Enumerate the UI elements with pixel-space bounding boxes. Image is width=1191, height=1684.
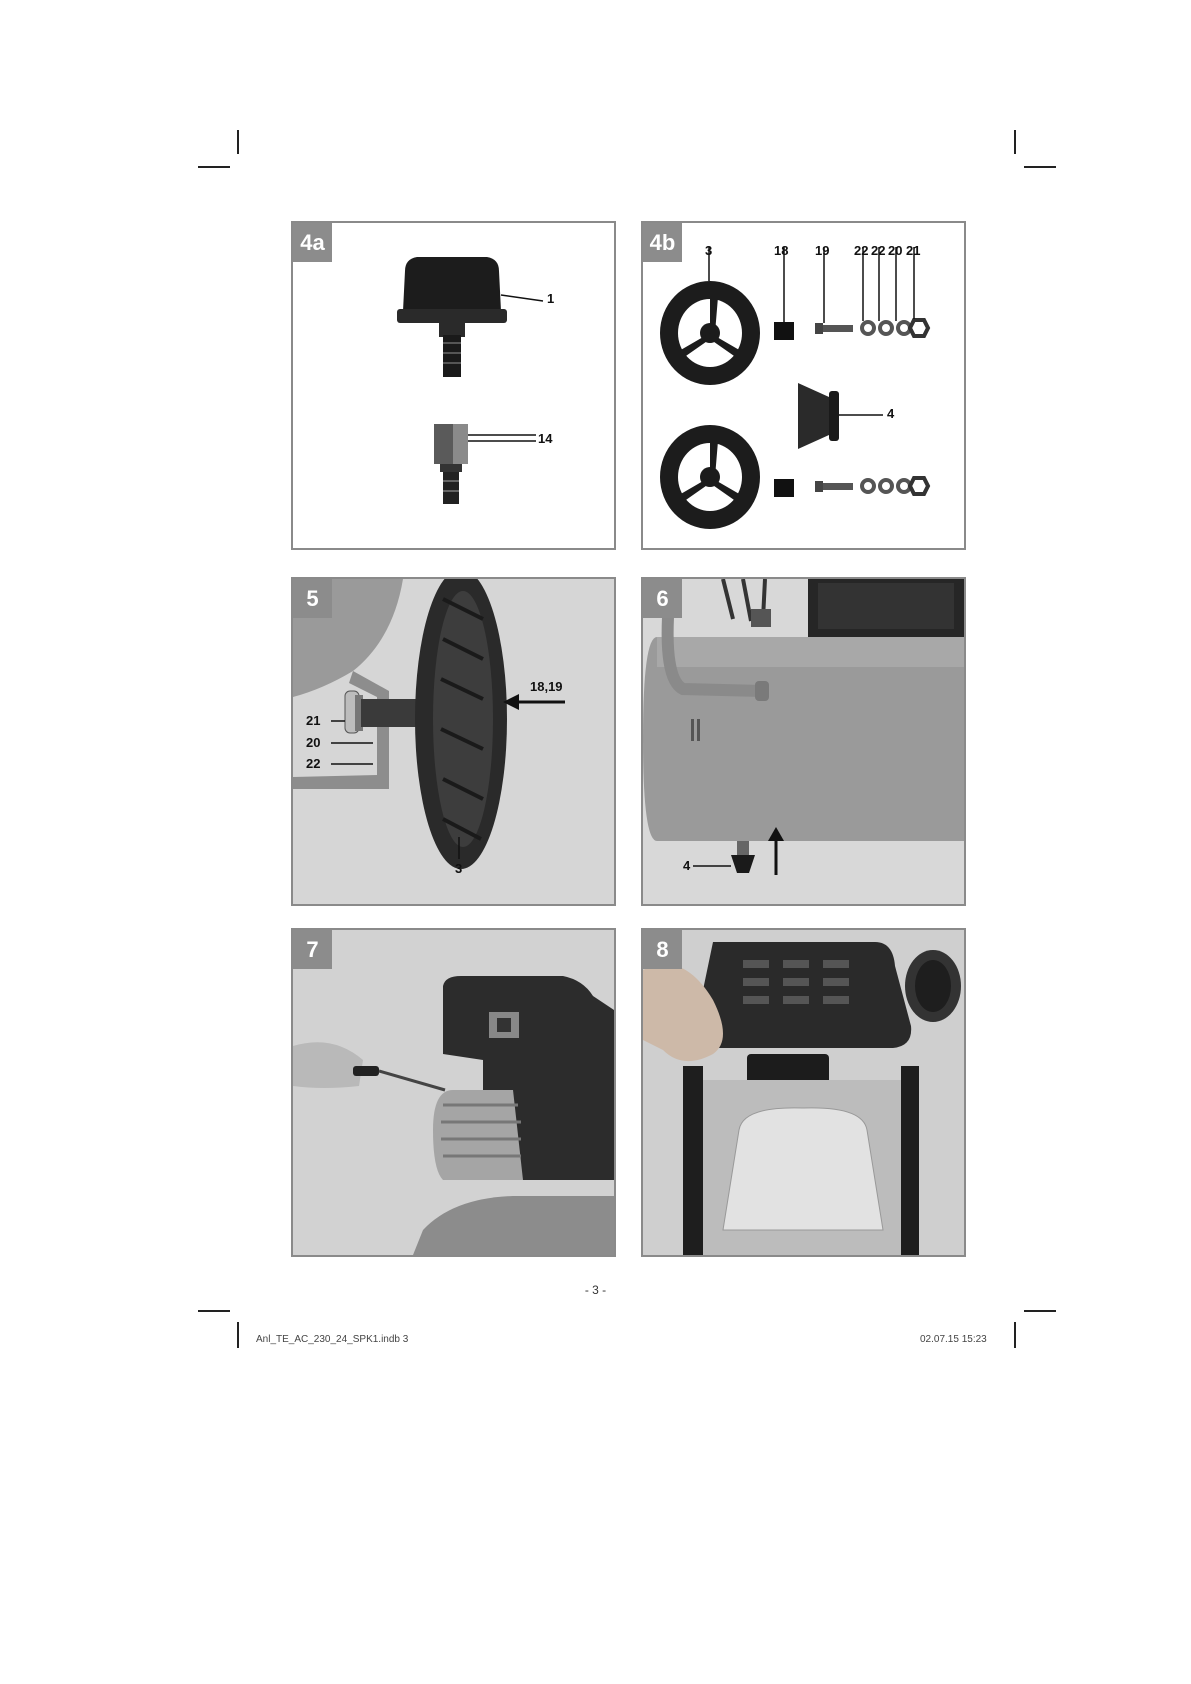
crop-mark xyxy=(1014,1322,1016,1348)
callout-1: 1 xyxy=(547,291,555,306)
callout-21: 21 xyxy=(306,713,321,728)
callout-20: 20 xyxy=(888,243,903,258)
slug-date: 02.07.15 15:23 xyxy=(920,1334,987,1345)
callout-4: 4 xyxy=(887,406,895,421)
figure-tag: 8 xyxy=(643,930,682,969)
wheel-kit-illustration xyxy=(643,223,964,548)
callout-18: 18 xyxy=(774,243,789,258)
page-number: - 3 - xyxy=(584,1283,607,1297)
figure-7 xyxy=(291,928,616,1257)
figure-tag: 7 xyxy=(293,930,332,969)
crop-mark xyxy=(237,130,239,154)
crop-mark xyxy=(1024,1310,1056,1312)
air-filter-illustration xyxy=(293,223,614,548)
slug-file: Anl_TE_AC_230_24_SPK1.indb 3 xyxy=(256,1334,409,1345)
rubber-foot-photo xyxy=(643,579,964,904)
callout-21: 21 xyxy=(906,243,921,258)
crop-mark xyxy=(1014,130,1016,154)
screwdriver-photo xyxy=(293,930,614,1255)
figure-6 xyxy=(641,577,966,906)
figure-8 xyxy=(641,928,966,1257)
figure-5 xyxy=(291,577,616,906)
callout-22b: 22 xyxy=(871,243,886,258)
callout-20: 20 xyxy=(306,735,321,750)
callout-3: 3 xyxy=(455,861,463,876)
figure-4b xyxy=(641,221,966,550)
filter-removal-photo xyxy=(643,930,964,1255)
figure-tag: 4a xyxy=(293,223,332,262)
callout-3: 3 xyxy=(705,243,713,258)
figure-tag: 6 xyxy=(643,579,682,618)
callout-19: 19 xyxy=(815,243,830,258)
callout-14: 14 xyxy=(538,431,553,446)
crop-mark xyxy=(198,1310,230,1312)
callout-22: 22 xyxy=(306,756,321,771)
crop-mark xyxy=(1024,166,1056,168)
wheel-mounting-photo xyxy=(293,579,614,904)
figure-4a xyxy=(291,221,616,550)
crop-mark xyxy=(237,1322,239,1348)
figure-tag: 4b xyxy=(643,223,682,262)
callout-18-19: 18,19 xyxy=(530,679,563,694)
callout-22a: 22 xyxy=(854,243,869,258)
figure-tag: 5 xyxy=(293,579,332,618)
crop-mark xyxy=(198,166,230,168)
callout-4: 4 xyxy=(683,858,691,873)
